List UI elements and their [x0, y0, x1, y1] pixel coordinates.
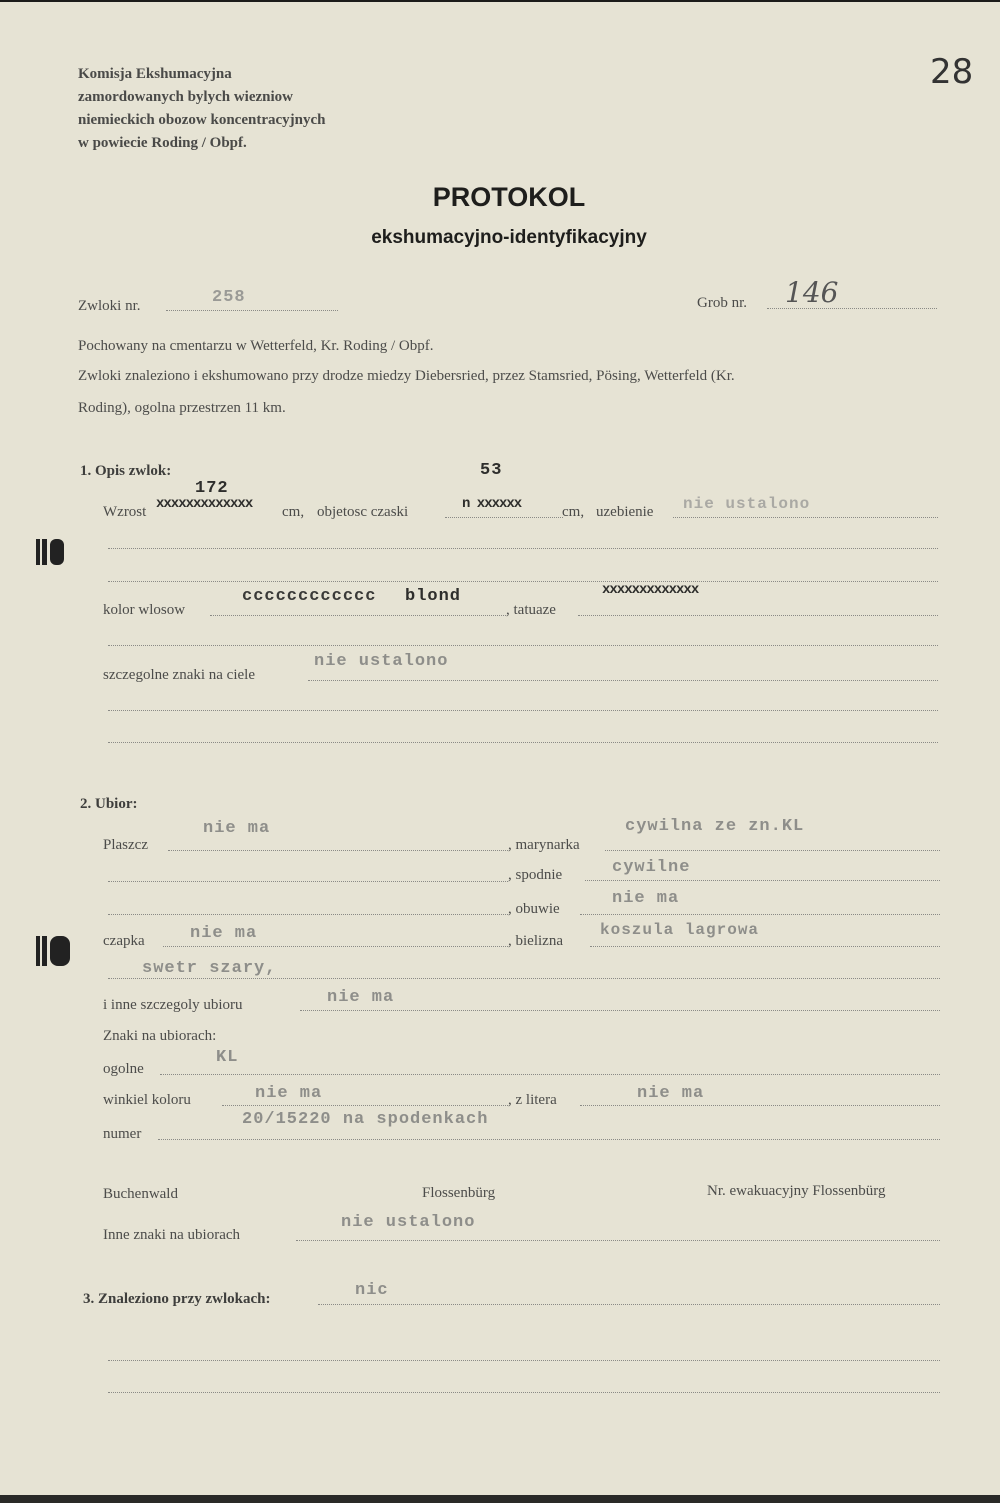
binder-mark-top-2 [42, 539, 47, 565]
camp-evacuation-number: Nr. ewakuacyjny Flossenbürg [707, 1183, 886, 1199]
czapka-value: nie ma [190, 924, 258, 943]
header-line-1: Komisja Ekshumacyjna [78, 66, 232, 82]
znaki-cialo-value: nie ustalono [314, 652, 449, 671]
wlosy-struck: cccccccccccc [242, 587, 377, 606]
litera-value: nie ma [637, 1084, 705, 1103]
commission-header [78, 63, 325, 155]
intro-line-3: Roding), ogolna przestrzen 11 km. [78, 400, 286, 416]
document-page [0, 2, 1000, 1495]
cm-unit-1: cm, [282, 504, 305, 520]
objetosc-value: 53 [480, 461, 503, 480]
binder-mark-bottom [36, 936, 40, 966]
document-title: PROTOKOL [432, 182, 586, 212]
binder-mark-bottom-3 [50, 936, 70, 966]
zwloki-label: Zwloki nr. [78, 298, 141, 314]
scan-edge [0, 1495, 1000, 1503]
marynarka-label: , marynarka [508, 837, 580, 853]
objetosc-label: objetosc czaski [317, 504, 409, 520]
numer-label: numer [103, 1126, 142, 1142]
plaszcz-label: Plaszcz [103, 837, 148, 853]
tatuaze-label: , tatuaze [506, 602, 556, 618]
wzrost-value: 172 [195, 479, 229, 498]
znaki-ubiory-heading: Znaki na ubiorach: [103, 1028, 217, 1044]
spodnie-label: , spodnie [508, 867, 563, 883]
objetosc-struck: n xxxxxx [462, 496, 522, 512]
binder-mark-top [36, 539, 40, 565]
grob-value: 146 [785, 276, 839, 309]
document-subtitle: ekshumacyjno-identyfikacyjny [371, 227, 647, 248]
inne-znaki-label: Inne znaki na ubiorach [103, 1227, 241, 1243]
section1-heading: 1. Opis zwlok: [80, 463, 172, 479]
header-line-4: w powiecie Roding / Obpf. [78, 135, 247, 151]
inne-szczegoly-label: i inne szczegoly ubioru [103, 997, 243, 1013]
intro-line-1: Pochowany na cmentarzu w Wetterfeld, Kr. Roding / Obpf. [78, 338, 434, 354]
winkiel-value: nie ma [255, 1084, 323, 1103]
section3-value: nic [355, 1281, 389, 1300]
obuwie-value: nie ma [612, 889, 680, 908]
header-line-2: zamordowanych bylych wiezniow [78, 89, 293, 105]
bielizna-value: koszula lagrowa [600, 921, 760, 939]
numer-value: 20/15220 na spodenkach [242, 1110, 489, 1129]
obuwie-label: , obuwie [508, 901, 560, 917]
znaki-cialo-label: szczegolne znaki na ciele [103, 667, 255, 683]
binder-mark-bottom-2 [42, 936, 47, 966]
inne-szczegoly-value: nie ma [327, 988, 395, 1007]
camp-buchenwald: Buchenwald [103, 1186, 178, 1202]
page-number: 28 [930, 52, 974, 92]
uzebienie-label: uzebienie [596, 504, 654, 520]
marynarka-value: cywilna ze zn.KL [625, 817, 805, 836]
cm-unit-2: cm, [562, 504, 585, 520]
winkiel-label: winkiel koloru [103, 1092, 191, 1108]
section3-heading: 3. Znaleziono przy zwlokach: [83, 1291, 271, 1307]
inne-znaki-value: nie ustalono [341, 1213, 476, 1232]
uzebienie-value: nie ustalono [683, 495, 811, 513]
czapka-label: czapka [103, 933, 145, 949]
ogolne-value: KL [216, 1048, 239, 1067]
wzrost-struck: xxxxxxxxxxxxx [156, 496, 253, 512]
ogolne-label: ogolne [103, 1061, 144, 1077]
bielizna-label: , bielizna [508, 933, 563, 949]
grob-label: Grob nr. [697, 295, 747, 311]
zwloki-value: 258 [212, 288, 246, 307]
wlosy-value: blond [405, 587, 462, 606]
spodnie-value: cywilne [612, 858, 691, 877]
wzrost-label: Wzrost [103, 504, 147, 520]
header-line-3: niemieckich obozow koncentracyjnych [78, 112, 326, 128]
camp-flossenburg: Flossenbürg [422, 1185, 496, 1201]
sweter-value: swetr szary, [142, 959, 277, 978]
binder-mark-top-3 [50, 539, 64, 565]
plaszcz-value: nie ma [203, 819, 271, 838]
tatuaze-value: xxxxxxxxxxxxx [602, 582, 699, 598]
intro-line-2: Zwloki znaleziono i ekshumowano przy drodze miedzy Diebersried, przez Stamsried, Pösing, Wetterfeld (Kr. [78, 368, 735, 384]
section2-heading: 2. Ubior: [80, 796, 138, 812]
litera-label: , z litera [508, 1092, 557, 1108]
wlosy-label: kolor wlosow [103, 602, 186, 618]
